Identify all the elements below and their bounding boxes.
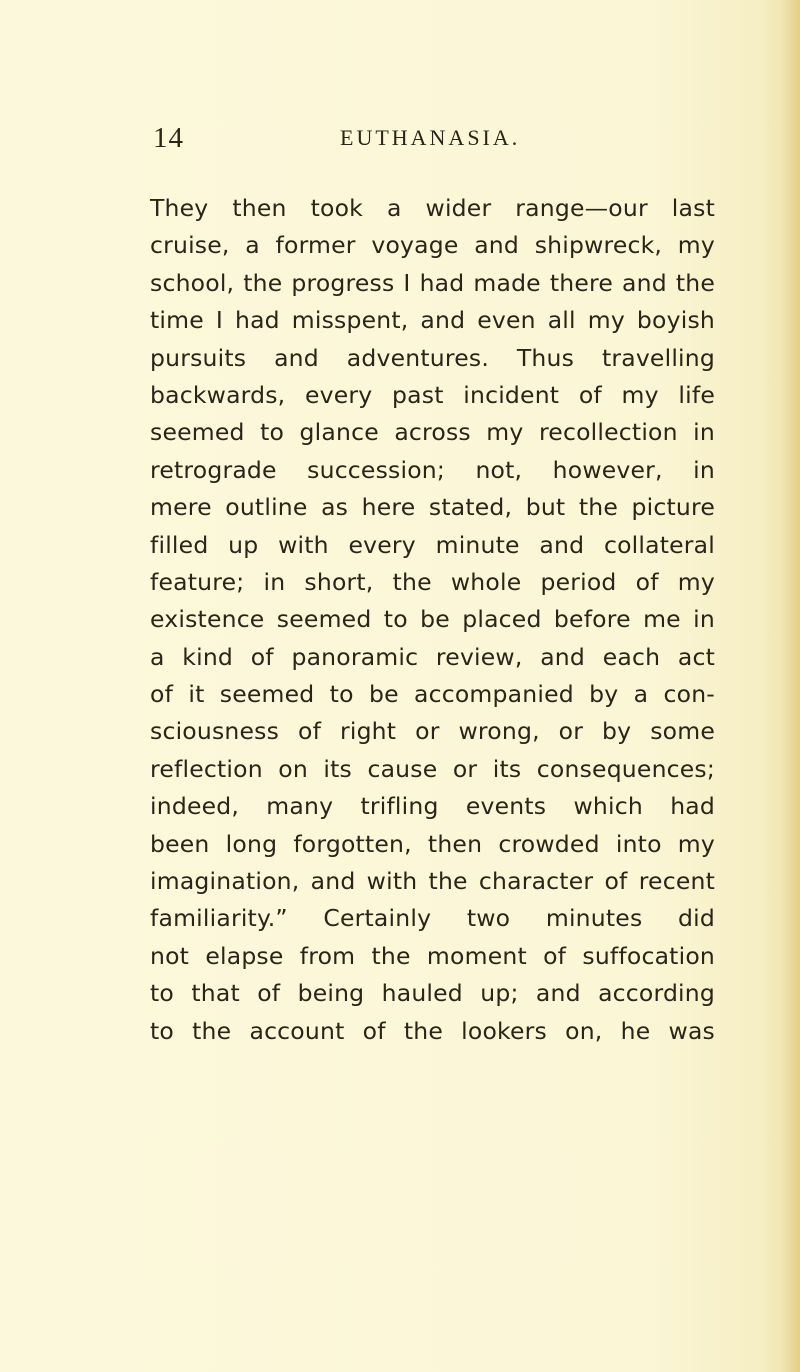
text-line: familiarity.” Certainly two minutes did (150, 904, 715, 933)
text-line: mere outline as here stated, but the picture (150, 493, 715, 522)
text-line: imagination, and with the character of recent (150, 867, 715, 896)
text-line: sciousness of right or wrong, or by some (150, 717, 715, 746)
running-head: EUTHANASIA. (340, 125, 521, 150)
text-line: feature; in short, the whole period of my (150, 567, 715, 596)
text-line: retrograde succession; not, however, in (150, 455, 715, 484)
text-line: of it seemed to be accompanied by a con- (150, 680, 715, 709)
text-line: not elapse from the moment of suffocation (150, 941, 715, 970)
text-line: to that of being hauled up; and according (150, 979, 715, 1008)
text-line: filled up with every minute and collateral (150, 530, 715, 559)
text-line: to the account of the lookers on, he was (150, 1016, 715, 1045)
text-line: reflection on its cause or its consequences; (150, 754, 715, 783)
text-line: cruise, a former voyage and shipwreck, my (150, 231, 715, 260)
text-line: school, the progress I had made there and the (150, 268, 715, 297)
text-line: backwards, every past incident of my life (150, 380, 715, 409)
text-line: time I had misspent, and even all my boyish (150, 306, 715, 335)
text-line: a kind of panoramic review, and each act (150, 642, 715, 671)
text-line: pursuits and adventures. Thus travelling (150, 343, 715, 372)
text-line: been long forgotten, then crowded into my (150, 829, 715, 858)
body-text (150, 190, 715, 1050)
page-edge-shadow (782, 0, 800, 1372)
page-header (0, 122, 800, 162)
text-line: They then took a wider range—our last (150, 194, 715, 222)
text-line: indeed, many trifling events which had (150, 792, 715, 821)
text-line: existence seemed to be placed before me in (150, 605, 715, 634)
text-line: seemed to glance across my recollection in (150, 418, 715, 447)
page-number: 14 (153, 122, 184, 154)
